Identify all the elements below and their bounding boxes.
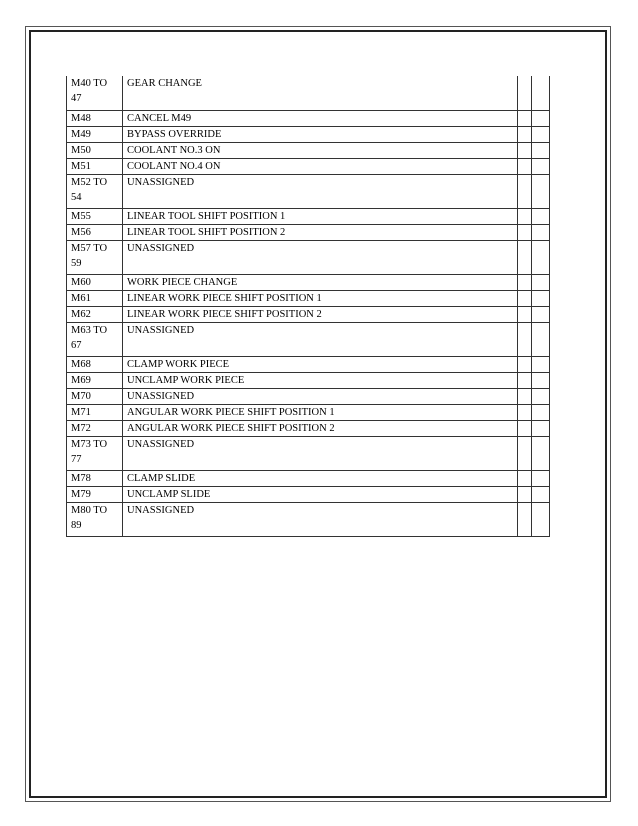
empty-cell — [532, 110, 550, 126]
empty-cell — [532, 502, 550, 536]
table-row — [67, 126, 550, 142]
table-row — [67, 372, 550, 388]
empty-cell — [518, 470, 532, 486]
empty-cell — [532, 372, 550, 388]
table-row — [67, 322, 550, 356]
description-cell: UNASSIGNED — [123, 240, 518, 274]
table-row — [67, 404, 550, 420]
table-row — [67, 240, 550, 274]
m-code-cell: M50 — [67, 142, 123, 158]
empty-cell — [518, 208, 532, 224]
empty-cell — [532, 274, 550, 290]
table-row — [67, 174, 550, 208]
empty-cell — [518, 356, 532, 372]
description-cell: CLAMP SLIDE — [123, 470, 518, 486]
m-code-cell: M78 — [67, 470, 123, 486]
empty-cell — [518, 142, 532, 158]
empty-cell — [518, 436, 532, 470]
m-code-cell: M71 — [67, 404, 123, 420]
description-cell: ANGULAR WORK PIECE SHIFT POSITION 1 — [123, 404, 518, 420]
empty-cell — [518, 126, 532, 142]
m-code-cell: M51 — [67, 158, 123, 174]
table-row — [67, 436, 550, 470]
empty-cell — [532, 486, 550, 502]
empty-cell — [532, 126, 550, 142]
table-row — [67, 158, 550, 174]
m-code-cell: M69 — [67, 372, 123, 388]
description-cell: UNCLAMP WORK PIECE — [123, 372, 518, 388]
table-row — [67, 274, 550, 290]
m-code-table — [66, 76, 550, 537]
empty-cell — [518, 372, 532, 388]
m-code-cell: M73 TO 77 — [67, 436, 123, 470]
empty-cell — [532, 404, 550, 420]
table-row — [67, 470, 550, 486]
table-row — [67, 502, 550, 536]
description-cell: GEAR CHANGE — [123, 76, 518, 110]
m-code-cell: M49 — [67, 126, 123, 142]
m-code-cell: M68 — [67, 356, 123, 372]
m-code-cell: M63 TO 67 — [67, 322, 123, 356]
empty-cell — [532, 388, 550, 404]
empty-cell — [518, 224, 532, 240]
empty-cell — [518, 502, 532, 536]
description-cell: CANCEL M49 — [123, 110, 518, 126]
description-cell: UNASSIGNED — [123, 436, 518, 470]
empty-cell — [518, 306, 532, 322]
table-row — [67, 76, 550, 110]
empty-cell — [518, 290, 532, 306]
empty-cell — [532, 436, 550, 470]
empty-cell — [532, 174, 550, 208]
table-row — [67, 420, 550, 436]
empty-cell — [532, 142, 550, 158]
m-code-cell: M52 TO 54 — [67, 174, 123, 208]
table-row — [67, 388, 550, 404]
m-code-cell: M48 — [67, 110, 123, 126]
description-cell: LINEAR TOOL SHIFT POSITION 2 — [123, 224, 518, 240]
description-cell: UNASSIGNED — [123, 388, 518, 404]
m-code-cell: M57 TO 59 — [67, 240, 123, 274]
m-code-table-body — [67, 76, 550, 536]
description-cell: COOLANT NO.4 ON — [123, 158, 518, 174]
empty-cell — [518, 174, 532, 208]
m-code-cell: M72 — [67, 420, 123, 436]
description-cell: CLAMP WORK PIECE — [123, 356, 518, 372]
description-cell: UNASSIGNED — [123, 174, 518, 208]
table-row — [67, 290, 550, 306]
table-row — [67, 224, 550, 240]
empty-cell — [518, 486, 532, 502]
empty-cell — [518, 110, 532, 126]
description-cell: LINEAR WORK PIECE SHIFT POSITION 1 — [123, 290, 518, 306]
description-cell: UNASSIGNED — [123, 322, 518, 356]
empty-cell — [532, 290, 550, 306]
empty-cell — [518, 240, 532, 274]
empty-cell — [532, 470, 550, 486]
empty-cell — [518, 158, 532, 174]
m-code-cell: M61 — [67, 290, 123, 306]
empty-cell — [532, 240, 550, 274]
m-code-cell: M56 — [67, 224, 123, 240]
description-cell: LINEAR WORK PIECE SHIFT POSITION 2 — [123, 306, 518, 322]
description-cell: WORK PIECE CHANGE — [123, 274, 518, 290]
description-cell: COOLANT NO.3 ON — [123, 142, 518, 158]
m-code-cell: M40 TO 47 — [67, 76, 123, 110]
empty-cell — [532, 322, 550, 356]
empty-cell — [518, 404, 532, 420]
description-cell: LINEAR TOOL SHIFT POSITION 1 — [123, 208, 518, 224]
empty-cell — [532, 76, 550, 110]
m-code-cell: M62 — [67, 306, 123, 322]
empty-cell — [532, 224, 550, 240]
empty-cell — [518, 322, 532, 356]
empty-cell — [532, 158, 550, 174]
m-code-cell: M79 — [67, 486, 123, 502]
table-row — [67, 208, 550, 224]
empty-cell — [518, 420, 532, 436]
empty-cell — [532, 420, 550, 436]
description-cell: UNASSIGNED — [123, 502, 518, 536]
m-code-cell: M70 — [67, 388, 123, 404]
empty-cell — [532, 208, 550, 224]
empty-cell — [532, 306, 550, 322]
table-row — [67, 486, 550, 502]
description-cell: ANGULAR WORK PIECE SHIFT POSITION 2 — [123, 420, 518, 436]
m-code-cell: M60 — [67, 274, 123, 290]
empty-cell — [518, 76, 532, 110]
m-code-cell: M80 TO 89 — [67, 502, 123, 536]
empty-cell — [532, 356, 550, 372]
empty-cell — [518, 388, 532, 404]
table-row — [67, 142, 550, 158]
table-row — [67, 306, 550, 322]
description-cell: UNCLAMP SLIDE — [123, 486, 518, 502]
table-row — [67, 110, 550, 126]
empty-cell — [518, 274, 532, 290]
table-row — [67, 356, 550, 372]
description-cell: BYPASS OVERRIDE — [123, 126, 518, 142]
m-code-cell: M55 — [67, 208, 123, 224]
